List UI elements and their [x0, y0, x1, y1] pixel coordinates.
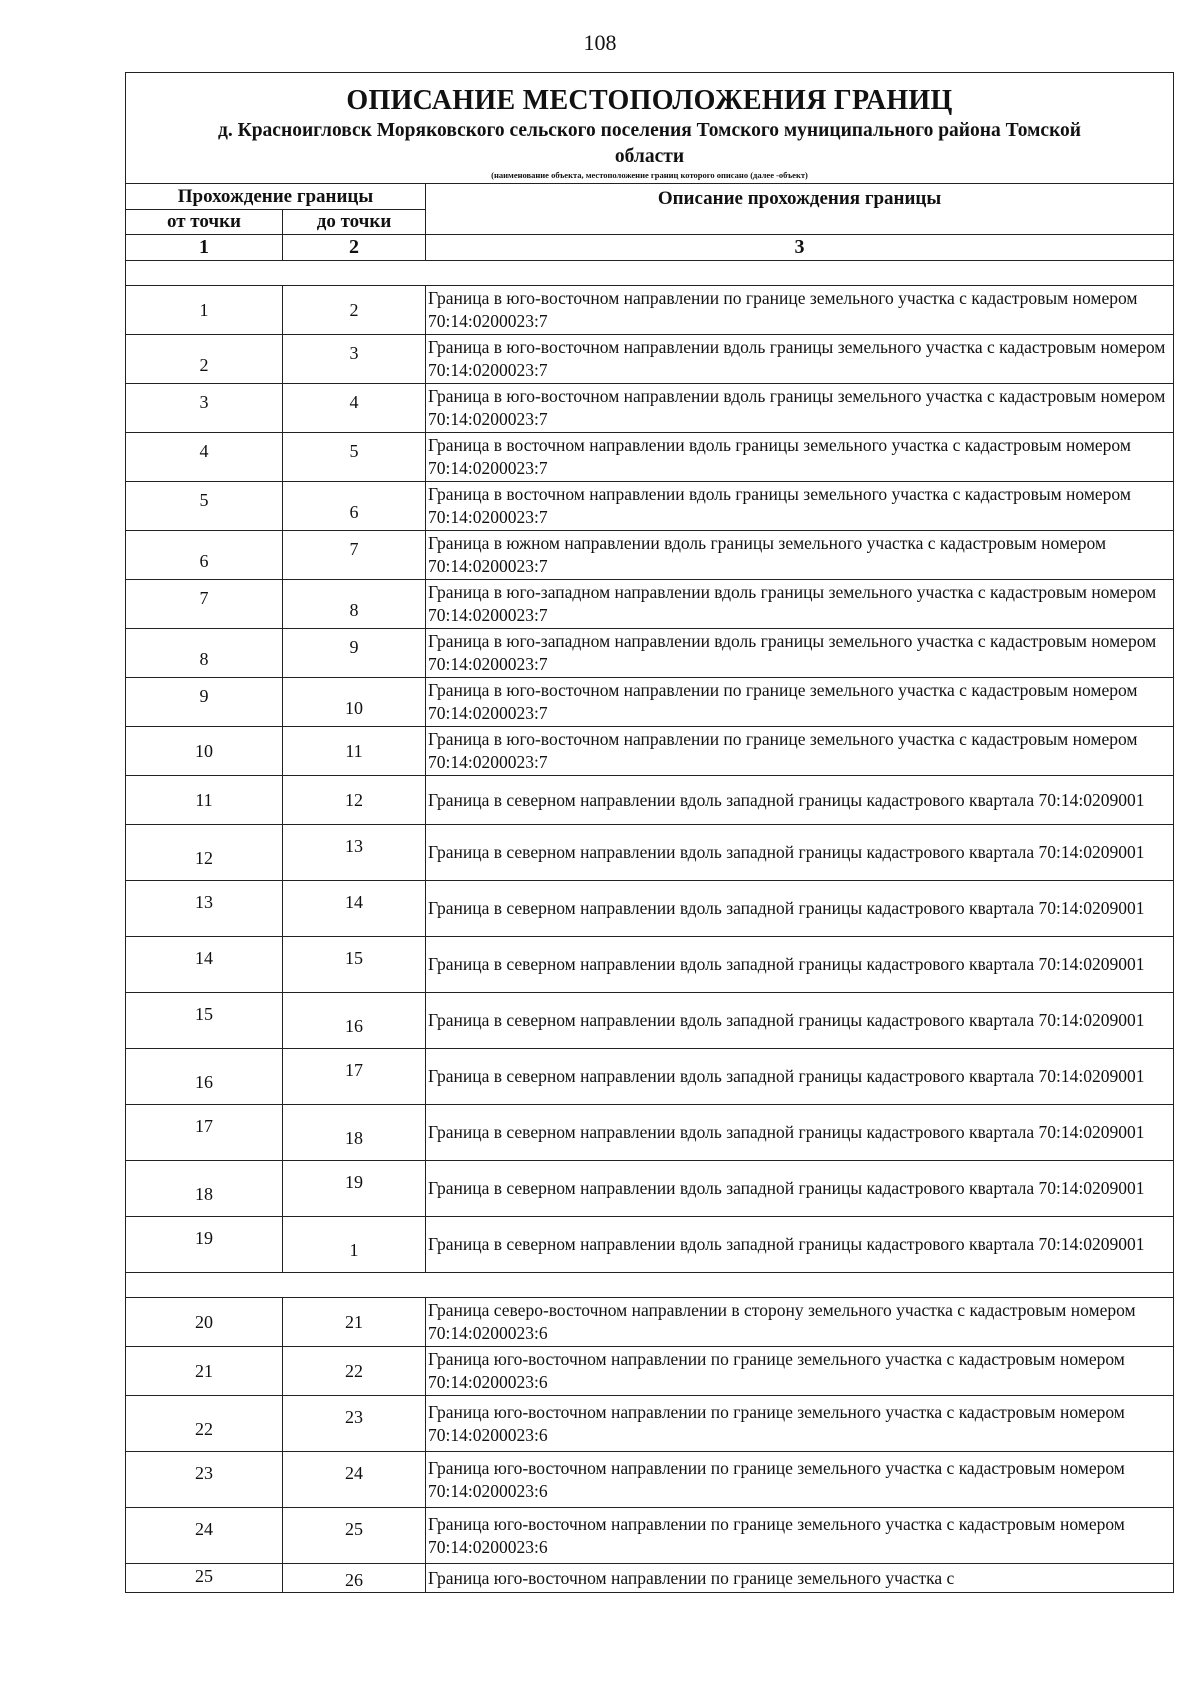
table-row	[126, 776, 1174, 825]
description-cell: Граница в северном направлении вдоль западной границы кадастрового квартала 70:14:0209001	[426, 881, 1174, 937]
description-cell: Граница в северном направлении вдоль западной границы кадастрового квартала 70:14:0209001	[426, 776, 1174, 825]
description-cell: Граница юго-восточном направлении по границе земельного участка с	[426, 1564, 1174, 1593]
from-point-cell: 3	[126, 384, 283, 433]
table-row	[126, 1508, 1174, 1564]
description-cell: Граница в восточном направлении вдоль границы земельного участка с кадастровым номером 70:14:0200023:7	[426, 433, 1174, 482]
to-point-cell: 15	[283, 937, 426, 993]
header-description: Описание прохождения границы	[426, 184, 1174, 235]
separator-cell	[126, 1273, 1174, 1298]
description-cell: Граница в восточном направлении вдоль границы земельного участка с кадастровым номером 70:14:0200023:7	[426, 482, 1174, 531]
description-cell: Граница в юго-восточном направлении вдоль границы земельного участка с кадастровым номером 70:14:0200023:7	[426, 384, 1174, 433]
table-row	[126, 482, 1174, 531]
from-point-cell: 22	[126, 1396, 283, 1452]
description-cell: Граница юго-восточном направлении по границе земельного участка с кадастровым номером 70:14:0200023:6	[426, 1347, 1174, 1396]
table-row	[126, 1049, 1174, 1105]
from-point-cell: 6	[126, 531, 283, 580]
from-point-cell: 23	[126, 1452, 283, 1508]
to-point-cell: 4	[283, 384, 426, 433]
description-cell: Граница в юго-восточном направлении вдоль границы земельного участка с кадастровым номером 70:14:0200023:7	[426, 335, 1174, 384]
table-row	[126, 1396, 1174, 1452]
section-separator-row	[126, 1273, 1174, 1298]
from-point-cell: 20	[126, 1298, 283, 1347]
from-point-cell: 17	[126, 1105, 283, 1161]
description-cell: Граница северо-восточном направлении в сторону земельного участка с кадастровым номером 70:14:0200023:6	[426, 1298, 1174, 1347]
table-row	[126, 1161, 1174, 1217]
header-col2: 2	[283, 235, 426, 261]
to-point-cell: 17	[283, 1049, 426, 1105]
description-cell: Граница в северном направлении вдоль западной границы кадастрового квартала 70:14:0209001	[426, 825, 1174, 881]
table-row	[126, 1105, 1174, 1161]
table-row	[126, 433, 1174, 482]
table-row	[126, 1347, 1174, 1396]
table-row	[126, 335, 1174, 384]
to-point-cell: 2	[283, 286, 426, 335]
boundary-description-table	[125, 72, 1174, 1593]
table-row	[126, 1564, 1174, 1593]
to-point-cell: 16	[283, 993, 426, 1049]
description-cell: Граница в северном направлении вдоль западной границы кадастрового квартала 70:14:0209001	[426, 1161, 1174, 1217]
description-cell: Граница в северном направлении вдоль западной границы кадастрового квартала 70:14:0209001	[426, 1105, 1174, 1161]
header-from-point: от точки	[126, 210, 283, 235]
object-caption: (наименование объекта, местоположение границ которого описано (далее -объект)	[491, 170, 808, 180]
to-point-cell: 11	[283, 727, 426, 776]
description-cell: Граница в северном направлении вдоль западной границы кадастрового квартала 70:14:0209001	[426, 937, 1174, 993]
table-row	[126, 1217, 1174, 1273]
header-to-point: до точки	[283, 210, 426, 235]
from-point-cell: 5	[126, 482, 283, 531]
header-col1: 1	[126, 235, 283, 261]
table-row	[126, 1452, 1174, 1508]
to-point-cell: 10	[283, 678, 426, 727]
table-row	[126, 993, 1174, 1049]
to-point-cell: 6	[283, 482, 426, 531]
from-point-cell: 12	[126, 825, 283, 881]
to-point-cell: 25	[283, 1508, 426, 1564]
to-point-cell: 19	[283, 1161, 426, 1217]
table-row	[126, 384, 1174, 433]
page-number: 108	[583, 30, 617, 55]
table-row	[126, 678, 1174, 727]
to-point-cell: 3	[283, 335, 426, 384]
to-point-cell: 26	[283, 1564, 426, 1593]
from-point-cell: 2	[126, 335, 283, 384]
table-row	[126, 1298, 1174, 1347]
to-point-cell: 22	[283, 1347, 426, 1396]
table-row	[126, 881, 1174, 937]
header-row-top	[126, 184, 1174, 210]
separator-cell	[126, 261, 1174, 286]
from-point-cell: 19	[126, 1217, 283, 1273]
to-point-cell: 7	[283, 531, 426, 580]
to-point-cell: 18	[283, 1105, 426, 1161]
header-row-numbers	[126, 235, 1174, 261]
from-point-cell: 24	[126, 1508, 283, 1564]
description-cell: Граница в южном направлении вдоль границы земельного участка с кадастровым номером 70:14:0200023:7	[426, 531, 1174, 580]
from-point-cell: 4	[126, 433, 283, 482]
table-row	[126, 825, 1174, 881]
to-point-cell: 8	[283, 580, 426, 629]
from-point-cell: 13	[126, 881, 283, 937]
description-cell: Граница в юго-восточном направлении по границе земельного участка с кадастровым номером 70:14:0200023:7	[426, 286, 1174, 335]
title-cell	[126, 73, 1174, 184]
from-point-cell: 9	[126, 678, 283, 727]
object-location-line2: области	[614, 146, 685, 167]
description-cell: Граница в юго-западном направлении вдоль границы земельного участка с кадастровым номером 70:14:0200023:7	[426, 580, 1174, 629]
from-point-cell: 1	[126, 286, 283, 335]
to-point-cell: 23	[283, 1396, 426, 1452]
description-cell: Граница юго-восточном направлении по границе земельного участка с кадастровым номером 70:14:0200023:6	[426, 1452, 1174, 1508]
description-cell: Граница в северном направлении вдоль западной границы кадастрового квартала 70:14:0209001	[426, 1049, 1174, 1105]
header-passage: Прохождение границы	[126, 184, 426, 210]
table-row	[126, 580, 1174, 629]
header-col3: 3	[426, 235, 1174, 261]
from-point-cell: 18	[126, 1161, 283, 1217]
from-point-cell: 21	[126, 1347, 283, 1396]
to-point-cell: 1	[283, 1217, 426, 1273]
to-point-cell: 21	[283, 1298, 426, 1347]
table-row	[126, 727, 1174, 776]
table-title-row	[126, 73, 1174, 184]
object-location-line1: д. Красноигловск Моряковского сельского поселения Томского муниципального района Томской	[217, 120, 1082, 141]
description-cell: Граница в юго-восточном направлении по границе земельного участка с кадастровым номером 70:14:0200023:7	[426, 727, 1174, 776]
table-row	[126, 531, 1174, 580]
to-point-cell: 5	[283, 433, 426, 482]
from-point-cell: 25	[126, 1564, 283, 1593]
from-point-cell: 7	[126, 580, 283, 629]
from-point-cell: 16	[126, 1049, 283, 1105]
from-point-cell: 14	[126, 937, 283, 993]
from-point-cell: 11	[126, 776, 283, 825]
from-point-cell: 10	[126, 727, 283, 776]
description-cell: Граница в северном направлении вдоль западной границы кадастрового квартала 70:14:0209001	[426, 1217, 1174, 1273]
to-point-cell: 13	[283, 825, 426, 881]
to-point-cell: 14	[283, 881, 426, 937]
description-cell: Граница в юго-западном направлении вдоль границы земельного участка с кадастровым номером 70:14:0200023:7	[426, 629, 1174, 678]
section-separator-row	[126, 261, 1174, 286]
document-title: ОПИСАНИЕ МЕСТОПОЛОЖЕНИЯ ГРАНИЦ	[346, 85, 953, 116]
description-cell: Граница юго-восточном направлении по границе земельного участка с кадастровым номером 70:14:0200023:6	[426, 1396, 1174, 1452]
table-row	[126, 629, 1174, 678]
description-cell: Граница в юго-восточном направлении по границе земельного участка с кадастровым номером 70:14:0200023:7	[426, 678, 1174, 727]
from-point-cell: 15	[126, 993, 283, 1049]
from-point-cell: 8	[126, 629, 283, 678]
to-point-cell: 9	[283, 629, 426, 678]
description-cell: Граница юго-восточном направлении по границе земельного участка с кадастровым номером 70:14:0200023:6	[426, 1508, 1174, 1564]
to-point-cell: 12	[283, 776, 426, 825]
table-row	[126, 937, 1174, 993]
description-cell: Граница в северном направлении вдоль западной границы кадастрового квартала 70:14:0209001	[426, 993, 1174, 1049]
table-row	[126, 286, 1174, 335]
to-point-cell: 24	[283, 1452, 426, 1508]
